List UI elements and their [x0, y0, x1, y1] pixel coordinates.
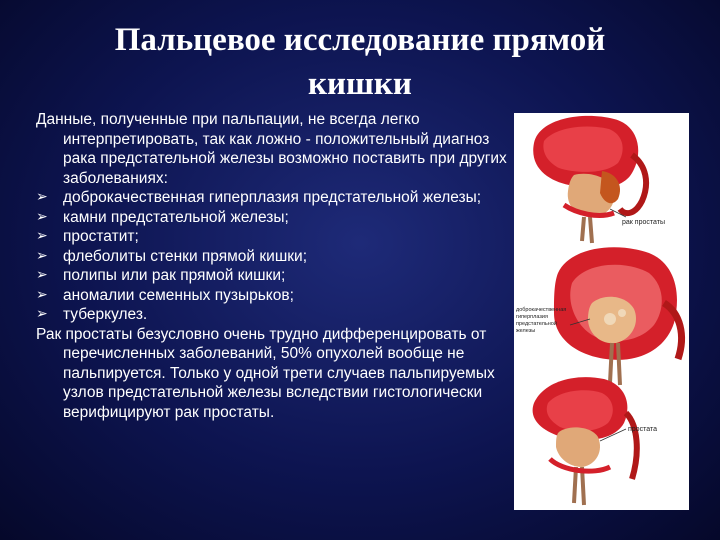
bph-label-line3: предстательной	[516, 321, 557, 327]
list-item: ➢ флеболиты стенки прямой кишки;	[36, 247, 308, 265]
arrow-bullet-icon: ➢	[36, 267, 48, 283]
arrow-bullet-icon: ➢	[36, 189, 48, 205]
list-item: ➢ простатит;	[36, 228, 139, 245]
bph-label-line2: гиперплазия	[516, 314, 548, 320]
bph-label-line1: доброкачественная	[516, 307, 567, 313]
conclusion-paragraph: Рак простаты безусловно очень трудно дифференцировать от перечисленных заболеваний, 50% опухолей вообще не пальпируется. Только у одной трети случаев пальпируемых узлов предстательной железы вследствии гистологически верифицируют рак простаты.	[36, 325, 495, 421]
normal-prostate-label: простата	[628, 426, 657, 433]
prostate-cancer-illustration	[533, 116, 665, 243]
bph-illustration	[516, 247, 682, 385]
bph-label-line4: железы	[516, 328, 536, 334]
arrow-bullet-icon: ➢	[36, 286, 48, 303]
slide-text	[36, 110, 514, 422]
list-item: ➢ туберкулез.	[36, 306, 148, 323]
intro-paragraph: Данные, полученные при пальпации, не всегда легко интерпретировать, так как ложно - положительный диагноз рака предстательной железы возможно поставить при других заболеваниях:	[36, 111, 507, 187]
arrow-bullet-icon: ➢	[36, 247, 48, 264]
normal-prostate-illustration	[533, 377, 657, 505]
arrow-bullet-icon: ➢	[36, 306, 48, 322]
cancer-label: рак простаты	[622, 219, 665, 226]
list-item: ➢ доброкачественная гиперплазия предстательной железы;	[36, 189, 482, 206]
arrow-bullet-icon: ➢	[36, 228, 48, 244]
arrow-bullet-icon: ➢	[36, 208, 48, 225]
list-item: ➢ полипы или рак прямой кишки;	[36, 267, 286, 284]
prostate-illustrations	[514, 113, 689, 510]
slide-title: Пальцевое исследование прямой кишки	[114, 22, 606, 102]
differential-list	[36, 188, 514, 325]
list-item: ➢ камни предстательной железы;	[36, 208, 289, 226]
list-item: ➢ аномалии семенных пузырьков;	[36, 286, 294, 304]
